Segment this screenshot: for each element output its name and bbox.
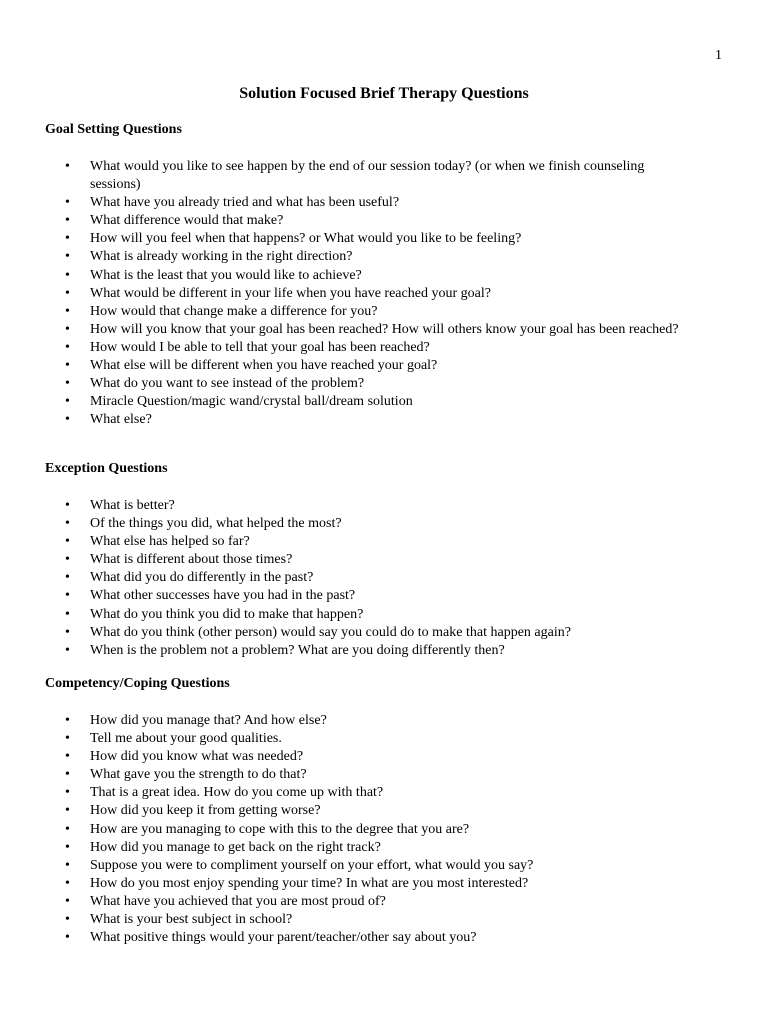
bullet-icon: •: [65, 267, 70, 283]
bullet-icon: •: [65, 803, 70, 819]
question-item: [45, 857, 695, 875]
question-text: What would you like to see happen by the end of our session today? (or when we finish counseling sessions): [90, 159, 645, 193]
bullet-icon: •: [65, 767, 70, 783]
question-item: [45, 497, 695, 515]
question-text: How are you managing to cope with this to the degree that you are?: [90, 821, 470, 837]
question-item: [45, 587, 695, 605]
question-item: [45, 748, 695, 766]
bullet-icon: •: [65, 930, 70, 946]
question-list: [45, 497, 695, 660]
question-text: How did you keep it from getting worse?: [90, 803, 321, 819]
bullet-icon: •: [65, 303, 70, 319]
bullet-icon: •: [65, 875, 70, 891]
page-number: 1: [715, 48, 722, 63]
question-item: [45, 802, 695, 820]
question-item: [45, 393, 695, 411]
bullet-icon: •: [65, 231, 70, 247]
question-text: What do you want to see instead of the problem?: [90, 376, 365, 392]
question-text: How will you know that your goal has been reached? How will others know your goal has been reached?: [90, 321, 679, 337]
question-text: What gave you the strength to do that?: [90, 767, 307, 783]
question-item: [45, 285, 695, 303]
bullet-icon: •: [65, 624, 70, 640]
section-heading: Exception Questions: [45, 461, 168, 476]
question-item: [45, 875, 695, 893]
question-text: Miracle Question/magic wand/crystal ball/dream solution: [90, 394, 413, 410]
bullet-icon: •: [65, 839, 70, 855]
bullet-icon: •: [65, 339, 70, 355]
bullet-icon: •: [65, 394, 70, 410]
competency-coping-section: [45, 675, 695, 947]
question-text: How did you manage that? And how else?: [90, 713, 327, 728]
question-item: [45, 375, 695, 393]
bullet-icon: •: [65, 821, 70, 837]
question-item: [45, 248, 695, 266]
question-text: What positive things would your parent/teacher/other say about you?: [90, 930, 477, 946]
bullet-icon: •: [65, 642, 70, 658]
goal-setting-section: [45, 121, 695, 429]
bullet-icon: •: [65, 912, 70, 928]
question-text: What else has helped so far?: [90, 534, 250, 550]
question-item: [45, 821, 695, 839]
bullet-icon: •: [65, 195, 70, 211]
bullet-icon: •: [65, 893, 70, 909]
bullet-icon: •: [65, 552, 70, 568]
bullet-icon: •: [65, 249, 70, 265]
question-item: [45, 784, 695, 802]
bullet-icon: •: [65, 498, 70, 513]
bullet-icon: •: [65, 358, 70, 374]
question-list: [45, 158, 695, 429]
question-item: [45, 929, 695, 947]
section-heading: Goal Setting Questions: [45, 122, 182, 137]
bullet-icon: •: [65, 534, 70, 550]
question-item: [45, 411, 695, 429]
bullet-icon: •: [65, 321, 70, 337]
question-text: What else?: [90, 412, 152, 428]
question-text: What have you achieved that you are most proud of?: [90, 893, 386, 909]
question-item: [45, 303, 695, 321]
question-text: How do you most enjoy spending your time? In what are you most interested?: [90, 875, 529, 891]
question-item: [45, 212, 695, 230]
question-text: When is the problem not a problem? What are you doing differently then?: [90, 642, 505, 658]
question-item: [45, 357, 695, 375]
question-text: Tell me about your good qualities.: [90, 731, 282, 747]
question-item: [45, 339, 695, 357]
question-text: What is different about those times?: [90, 552, 293, 568]
question-text: What is already working in the right direction?: [90, 249, 353, 265]
question-text: What is your best subject in school?: [90, 912, 293, 928]
question-item: [45, 194, 695, 212]
question-text: What have you already tried and what has been useful?: [90, 195, 400, 211]
question-item: [45, 267, 695, 285]
bullet-icon: •: [65, 785, 70, 801]
question-item: [45, 515, 695, 533]
question-item: [45, 606, 695, 624]
question-text: What would be different in your life when you have reached your goal?: [90, 285, 491, 301]
bullet-icon: •: [65, 731, 70, 747]
bullet-icon: •: [65, 213, 70, 229]
question-item: [45, 712, 695, 730]
question-item: [45, 533, 695, 551]
bullet-icon: •: [65, 713, 70, 728]
question-text: How did you know what was needed?: [90, 749, 304, 765]
bullet-icon: •: [65, 749, 70, 765]
question-item: [45, 230, 695, 248]
question-text: What do you think (other person) would say you could do to make that happen again?: [90, 624, 571, 640]
question-text: That is a great idea. How do you come up with that?: [90, 785, 384, 801]
question-text: What is better?: [90, 498, 175, 513]
question-text: What difference would that make?: [90, 213, 284, 229]
section-heading: Competency/Coping Questions: [45, 676, 230, 691]
question-item: [45, 730, 695, 748]
question-text: What did you do differently in the past?: [90, 570, 314, 586]
question-item: [45, 893, 695, 911]
question-text: Of the things you did, what helped the most?: [90, 516, 342, 532]
bullet-icon: •: [65, 159, 70, 174]
bullet-icon: •: [65, 606, 70, 622]
question-item: [45, 321, 695, 339]
question-item: [45, 569, 695, 587]
question-text: How did you manage to get back on the right track?: [90, 839, 381, 855]
question-text: How would I be able to tell that your goal has been reached?: [90, 339, 430, 355]
question-item: [45, 766, 695, 784]
question-item: [45, 642, 695, 660]
document-title: Solution Focused Brief Therapy Questions: [239, 85, 529, 102]
question-text: What else will be different when you have reached your goal?: [90, 358, 438, 374]
question-item: [45, 551, 695, 569]
question-text: Suppose you were to compliment yourself on your effort, what would you say?: [90, 857, 534, 873]
question-item: [45, 839, 695, 857]
question-item: [45, 158, 695, 194]
bullet-icon: •: [65, 588, 70, 604]
bullet-icon: •: [65, 516, 70, 532]
question-item: [45, 624, 695, 642]
question-text: What do you think you did to make that happen?: [90, 606, 364, 622]
question-text: What other successes have you had in the past?: [90, 588, 356, 604]
question-item: [45, 911, 695, 929]
exception-section: [45, 460, 695, 660]
question-list: [45, 712, 695, 947]
question-text: What is the least that you would like to achieve?: [90, 267, 362, 283]
bullet-icon: •: [65, 285, 70, 301]
bullet-icon: •: [65, 857, 70, 873]
question-text: How would that change make a difference for you?: [90, 303, 378, 319]
bullet-icon: •: [65, 570, 70, 586]
question-text: How will you feel when that happens? or What would you like to be feeling?: [90, 231, 522, 247]
bullet-icon: •: [65, 376, 70, 392]
bullet-icon: •: [65, 412, 70, 428]
